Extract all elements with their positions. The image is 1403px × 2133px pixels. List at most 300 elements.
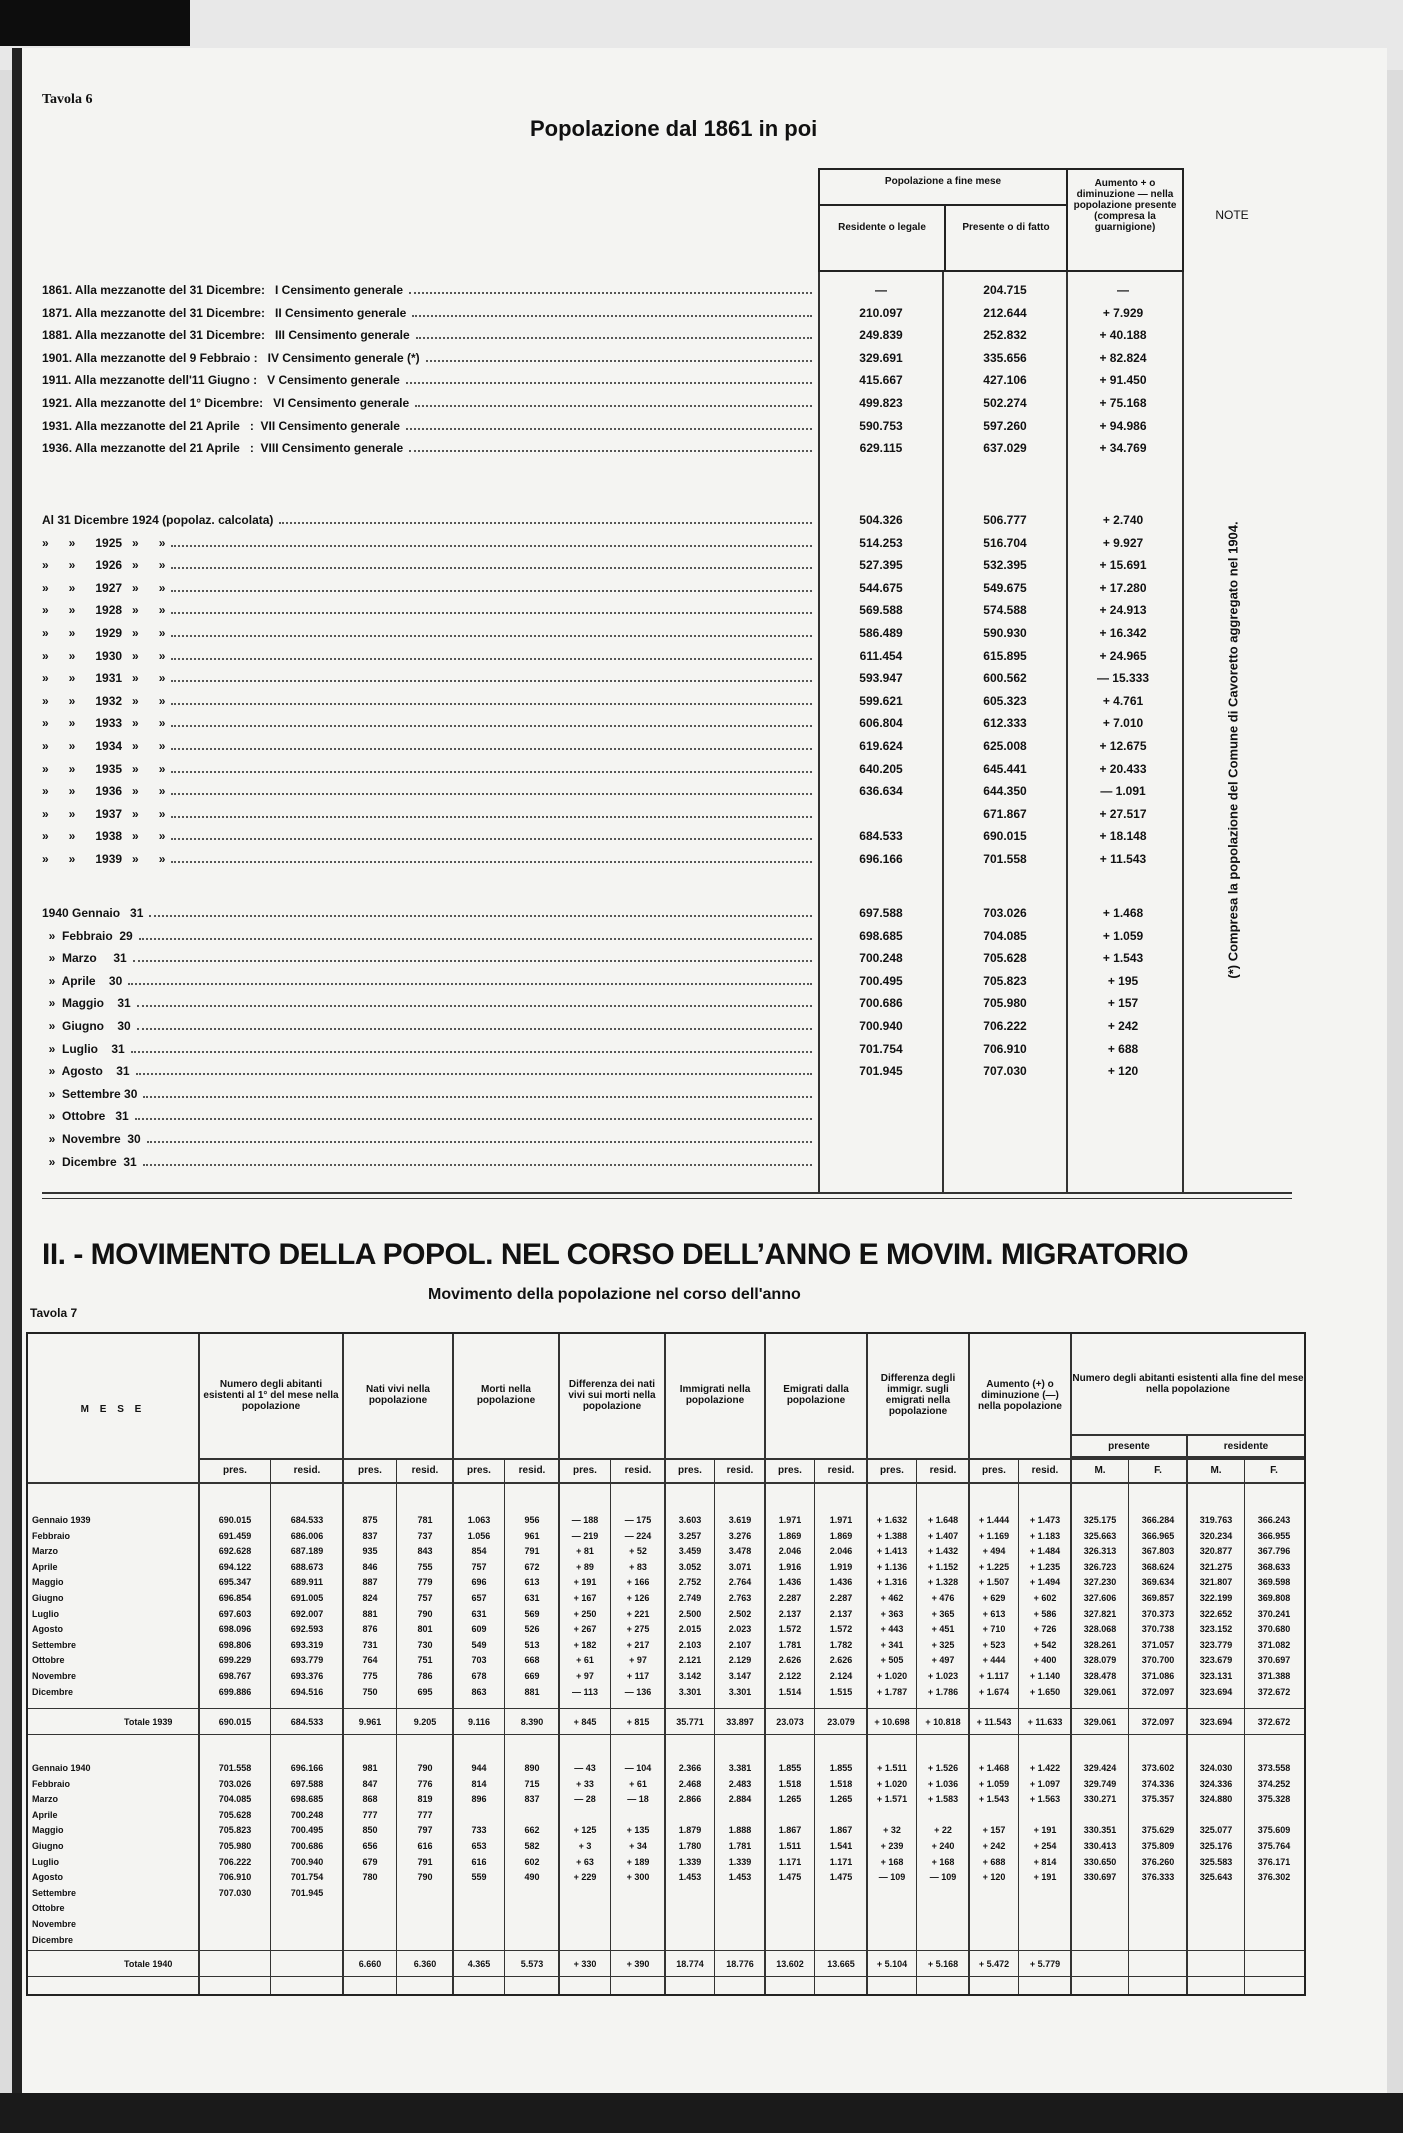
leader-dots (171, 861, 812, 863)
value-pres: 644.350 (983, 784, 1027, 799)
value-aum: + 7.929 (1102, 305, 1144, 320)
cell: + 191 (1033, 1825, 1057, 1836)
cell: 375.764 (1257, 1841, 1291, 1851)
table2-row (28, 1856, 1304, 1870)
cell: + 32 (883, 1825, 901, 1836)
cell: + 168 (880, 1856, 904, 1867)
sub-header: pres. (573, 1464, 597, 1476)
cell: 582 (524, 1841, 540, 1851)
cell: 23.073 (776, 1717, 804, 1727)
grid-line (28, 1708, 1304, 1709)
presente-header: presente (1108, 1440, 1150, 1452)
value-pres: 506.777 (983, 513, 1027, 527)
cell: — 224 (624, 1530, 652, 1541)
cell: 695 (417, 1686, 433, 1697)
cell: 2.287 (829, 1593, 853, 1603)
cell: + 1.117 (979, 1671, 1009, 1681)
row-label: » » 1925 » » (42, 535, 166, 550)
cell: 704.085 (218, 1794, 252, 1805)
leader-dots (147, 1141, 812, 1143)
cell: 672 (524, 1561, 540, 1572)
cell: 1.867 (778, 1825, 802, 1836)
cell: 863 (471, 1686, 487, 1697)
cell: 854 (471, 1546, 487, 1557)
table2-row (28, 1762, 1304, 1776)
cell: 2.366 (678, 1763, 702, 1773)
col-aumento-header (1066, 168, 1184, 272)
cell: 369.634 (1141, 1577, 1175, 1588)
table1-row (42, 691, 1192, 715)
value-res: 696.166 (859, 852, 903, 866)
cell: 372.672 (1257, 1717, 1291, 1727)
cell: 757 (417, 1593, 433, 1603)
table2-row (28, 1654, 1304, 1668)
cell: 325.175 (1083, 1515, 1117, 1525)
value-res: 700.940 (859, 1019, 903, 1033)
popolazione-header (818, 168, 1068, 272)
cell: + 1.422 (1029, 1763, 1061, 1773)
cell: 2.468 (678, 1778, 702, 1789)
cell: 327.606 (1083, 1593, 1117, 1603)
cell: + 586 (1033, 1608, 1057, 1619)
value-aum: + 688 (1107, 1041, 1139, 1056)
cell: 1.475 (829, 1872, 853, 1883)
cell: 3.478 (728, 1546, 752, 1557)
leader-dots (406, 428, 812, 430)
value-res: 629.115 (859, 441, 903, 456)
cell: + 5.472 (978, 1959, 1010, 1969)
cell: 1.879 (678, 1825, 702, 1836)
cell: + 815 (626, 1717, 650, 1727)
cell: 2.137 (829, 1608, 853, 1619)
cell: + 1.432 (927, 1546, 959, 1557)
value-res: 210.097 (859, 305, 903, 320)
leader-dots (171, 703, 812, 705)
cell: 2.137 (778, 1608, 802, 1619)
value-res: 611.454 (859, 648, 903, 663)
cell: 325.176 (1199, 1841, 1233, 1851)
cell: + 189 (626, 1856, 650, 1867)
row-label: 1921. Alla mezzanotte del 1° Dicembre: VI Censimento generale (42, 396, 410, 410)
cell: 371.057 (1141, 1639, 1175, 1650)
value-pres: 707.030 (983, 1064, 1027, 1079)
value-aum: + 24.965 (1099, 648, 1147, 663)
cell: 679 (362, 1856, 378, 1867)
cell: 693.779 (290, 1655, 324, 1666)
cell: + 63 (576, 1856, 594, 1867)
value-pres: 706.222 (983, 1019, 1027, 1033)
cell: + 845 (573, 1717, 597, 1727)
cell: — 104 (624, 1763, 652, 1773)
cell: + 1.507 (978, 1577, 1010, 1588)
sub-header: resid. (411, 1464, 439, 1476)
leader-dots (149, 915, 812, 917)
cell: + 117 (626, 1671, 650, 1681)
cell: + 710 (982, 1624, 1006, 1635)
table1-row (42, 510, 1192, 534)
table2-row (28, 1545, 1304, 1559)
cell: 324.336 (1199, 1778, 1233, 1789)
sub-header: resid. (624, 1464, 652, 1476)
cell: 375.809 (1141, 1841, 1175, 1851)
table1-row (42, 280, 1192, 304)
value-res: 701.754 (859, 1041, 903, 1056)
cell: 369.808 (1257, 1593, 1291, 1603)
table2-row (28, 1887, 1304, 1901)
cell: 691.459 (218, 1530, 252, 1541)
cell: 750 (362, 1686, 378, 1697)
value-pres: 600.562 (983, 671, 1027, 686)
table2-row (28, 1592, 1304, 1606)
leader-dots (137, 1028, 812, 1030)
value-res: 698.685 (859, 928, 903, 943)
sub-header: resid. (929, 1464, 957, 1476)
cell: 2.122 (778, 1671, 802, 1681)
col-presente-header: Presente o di fatto (962, 222, 1050, 233)
cell: + 240 (931, 1841, 955, 1851)
value-pres: 615.895 (983, 648, 1027, 663)
cell: 703.026 (218, 1778, 252, 1789)
row-label: 1881. Alla mezzanotte del 31 Dicembre: III Censimento generale (42, 328, 410, 343)
row-label: » » 1936 » » (42, 784, 166, 799)
cell: 3.276 (728, 1530, 752, 1541)
table1-row (42, 325, 1192, 349)
cell: 698.685 (290, 1794, 324, 1805)
row-label: 1936. Alla mezzanotte del 21 Aprile : VIII Censimento generale (42, 441, 404, 456)
sub-header: pres. (880, 1464, 904, 1476)
table2 (26, 1332, 1306, 1996)
cell: 323.694 (1199, 1717, 1233, 1727)
cell: 616 (471, 1856, 487, 1867)
cell: 733 (471, 1825, 487, 1836)
cell: 3.257 (678, 1530, 702, 1541)
month-label: Giugno (32, 1841, 64, 1851)
cell: 1.063 (467, 1515, 491, 1525)
cell: 701.945 (290, 1887, 324, 1898)
cell: 631 (471, 1608, 487, 1619)
numero-fine-header: Numero degli abitanti esistenti alla fine del mese nella popolazione (1072, 1373, 1304, 1395)
cell: 325.077 (1199, 1825, 1233, 1836)
cell: 327.821 (1083, 1608, 1117, 1619)
table2-row (28, 1514, 1304, 1528)
value-pres: 671.867 (983, 806, 1027, 821)
value-res: 684.533 (859, 829, 903, 844)
month-label: Totale 1939 (124, 1717, 173, 1727)
cell: 653 (471, 1841, 487, 1851)
sub-header: resid. (293, 1464, 321, 1476)
cell: 707.030 (218, 1887, 252, 1898)
total-row (28, 1958, 1304, 1972)
cell: 375.328 (1257, 1794, 1291, 1805)
cell: + 166 (626, 1577, 650, 1588)
cell: 688.673 (290, 1561, 324, 1572)
cell: 699.229 (218, 1655, 252, 1666)
cell: 616 (417, 1841, 433, 1851)
cell: 322.199 (1199, 1593, 1233, 1603)
cell: 700.940 (290, 1856, 324, 1867)
cell: + 157 (982, 1825, 1006, 1836)
cell: 9.961 (358, 1717, 382, 1727)
value-aum: + 157 (1107, 996, 1139, 1011)
cell: + 1.152 (927, 1561, 959, 1572)
row-label: 1940 Gennaio 31 (42, 906, 144, 920)
cell: + 497 (931, 1655, 955, 1666)
cell: 376.302 (1257, 1872, 1291, 1883)
cell: 696.166 (290, 1763, 324, 1773)
value-pres: 705.980 (983, 996, 1027, 1011)
cell: 1.869 (829, 1530, 853, 1541)
cell: 370.700 (1141, 1655, 1175, 1666)
cell: 847 (362, 1778, 378, 1789)
cell: + 1.571 (876, 1794, 908, 1805)
value-aum: + 40.188 (1099, 328, 1147, 343)
cell: 1.171 (829, 1856, 853, 1867)
total-row (28, 1716, 1304, 1730)
table1-row (42, 1129, 1192, 1153)
cell: + 341 (880, 1639, 904, 1650)
cell: 1.436 (778, 1577, 802, 1588)
cell: 777 (362, 1809, 378, 1820)
table1-row (42, 1106, 1192, 1130)
leader-dots (139, 938, 812, 940)
cell: + 5.104 (876, 1959, 908, 1969)
cell: 1.855 (829, 1763, 853, 1773)
cell: 698.096 (218, 1624, 252, 1635)
cell: 700.248 (290, 1809, 324, 1820)
month-label: Aprile (32, 1809, 58, 1820)
cell: 956 (524, 1515, 540, 1525)
cell: + 688 (982, 1856, 1006, 1867)
cell: 3.619 (728, 1515, 752, 1525)
cell: 631 (524, 1593, 540, 1603)
row-label: » Ottobre 31 (42, 1109, 129, 1124)
value-aum: + 1.059 (1102, 928, 1144, 943)
cell: 372.097 (1141, 1686, 1175, 1697)
cell: 694.516 (290, 1686, 324, 1697)
value-res: 700.686 (859, 996, 903, 1011)
cell: 325.663 (1083, 1530, 1117, 1541)
cell: 692.593 (290, 1624, 324, 1635)
cell: 513 (524, 1639, 540, 1650)
cell: + 1.650 (1029, 1686, 1061, 1697)
cell: 328.068 (1083, 1624, 1117, 1635)
cell: + 52 (629, 1546, 647, 1557)
cell: 490 (524, 1872, 540, 1883)
month-label: Novembre (32, 1919, 77, 1929)
value-aum: + 16.342 (1099, 626, 1147, 640)
cell: 376.171 (1257, 1856, 1291, 1867)
row-label: » Agosto 31 (42, 1064, 130, 1079)
cell: 699.886 (218, 1686, 252, 1697)
leader-dots (412, 315, 812, 317)
value-aum: + 15.691 (1099, 558, 1147, 573)
value-res: 697.588 (859, 906, 903, 920)
cell: 321.275 (1199, 1561, 1233, 1572)
value-aum: + 20.433 (1099, 761, 1147, 776)
cell: 376.260 (1141, 1856, 1175, 1867)
sub-header: pres. (982, 1464, 1006, 1476)
cell: 1.339 (678, 1856, 702, 1867)
sub-header: M. (1210, 1464, 1222, 1476)
cell: 8.390 (520, 1717, 544, 1727)
cell: 814 (471, 1778, 487, 1789)
cell: 1.265 (778, 1794, 802, 1805)
cell: 602 (524, 1856, 540, 1867)
table2-row (28, 1840, 1304, 1854)
grid-line (28, 1950, 1304, 1951)
month-label: Agosto (32, 1872, 63, 1883)
cell: + 726 (1033, 1624, 1057, 1635)
cell: 374.336 (1141, 1778, 1175, 1789)
cell: + 61 (629, 1778, 647, 1789)
cell: 2.764 (728, 1577, 752, 1588)
cell: + 462 (880, 1593, 904, 1603)
leader-dots (171, 725, 812, 727)
cell: 372.097 (1141, 1717, 1175, 1727)
cell: 687.189 (290, 1546, 324, 1557)
row-label: » Novembre 30 (42, 1132, 141, 1146)
cell: 684.533 (290, 1515, 324, 1525)
cell: 13.602 (776, 1959, 804, 1969)
month-label: Novembre (32, 1671, 77, 1681)
value-pres: 701.558 (983, 852, 1027, 866)
cell: 715 (524, 1778, 540, 1789)
leader-dots (171, 545, 812, 547)
cell: 694.122 (218, 1561, 252, 1572)
cell: 366.955 (1257, 1530, 1291, 1541)
cell: 13.665 (827, 1959, 855, 1969)
cell: 2.107 (728, 1639, 752, 1650)
cell: + 1.059 (978, 1778, 1010, 1789)
cell: + 267 (573, 1624, 597, 1635)
table2-row (28, 1824, 1304, 1838)
value-aum: + 1.543 (1102, 951, 1144, 966)
cell: 875 (362, 1515, 378, 1525)
cell: 324.030 (1199, 1763, 1233, 1773)
cell: + 1.632 (876, 1515, 908, 1525)
sub-header: pres. (223, 1464, 247, 1476)
row-label: » » 1937 » » (42, 806, 166, 821)
value-aum: + 7.010 (1102, 716, 1144, 731)
row-label: 1901. Alla mezzanotte del 9 Febbraio : IV Censimento generale (*) (42, 350, 420, 365)
cell: 609 (471, 1624, 487, 1635)
table1-row (42, 804, 1192, 828)
cell: 1.888 (728, 1825, 752, 1836)
cell: 678 (471, 1671, 487, 1681)
cell: 790 (417, 1763, 433, 1773)
value-aum: + 1.468 (1102, 906, 1144, 920)
cell: + 330 (573, 1959, 597, 1969)
cell: 2.763 (728, 1593, 752, 1603)
value-pres: 690.015 (983, 829, 1027, 844)
cell: 698.806 (218, 1639, 252, 1650)
cell: + 1.473 (1029, 1515, 1061, 1525)
cell: + 542 (1033, 1639, 1057, 1650)
cell: 1.436 (829, 1577, 853, 1588)
grid-line (1072, 1434, 1304, 1436)
cell: + 1.183 (1029, 1530, 1061, 1541)
grid-line (28, 1482, 1304, 1484)
cell: + 1.036 (927, 1778, 959, 1789)
cell: 1.781 (778, 1639, 802, 1650)
cell: 2.752 (678, 1577, 702, 1588)
cell: 961 (524, 1530, 540, 1541)
cell: 1.971 (778, 1515, 802, 1525)
cell: 944 (471, 1763, 487, 1773)
tavola-label: Tavola 6 (42, 92, 93, 107)
cell: 18.774 (676, 1959, 704, 1969)
table1-row (42, 393, 1192, 417)
table2-row (28, 1670, 1304, 1684)
cell: 824 (362, 1593, 378, 1603)
section-title: II. - MOVIMENTO DELLA POPOL. NEL CORSO DELL’ANNO E MOVIM. MIGRATORIO (42, 1238, 1189, 1271)
value-aum: + 24.913 (1099, 603, 1147, 618)
cell: 322.652 (1199, 1608, 1233, 1619)
cell: 369.857 (1141, 1593, 1175, 1603)
cell: + 1.648 (927, 1515, 959, 1525)
cell: 328.079 (1083, 1655, 1117, 1666)
cell: 374.252 (1257, 1778, 1291, 1789)
cell: 701.754 (290, 1872, 324, 1883)
cell: 370.241 (1257, 1608, 1291, 1619)
cell: 837 (362, 1530, 378, 1541)
value-res: 329.691 (859, 350, 903, 365)
leader-dots (171, 771, 812, 773)
table2-row (28, 1793, 1304, 1807)
cell: 2.046 (778, 1546, 802, 1557)
cell: + 1.543 (978, 1794, 1010, 1805)
cell: 370.373 (1141, 1608, 1175, 1619)
table2-row (28, 1639, 1304, 1653)
cell: 1.339 (728, 1856, 752, 1867)
cell: 330.697 (1083, 1872, 1117, 1883)
cell: — 175 (624, 1515, 652, 1525)
cell: 323.679 (1199, 1655, 1233, 1666)
leader-dots (171, 590, 812, 592)
month-label: Maggio (32, 1577, 64, 1588)
cell: 367.796 (1257, 1546, 1291, 1557)
leader-dots (415, 405, 812, 407)
popolazione-group-label: Popolazione a fine mese (884, 176, 1002, 187)
aumento-header: Aumento (+) o diminuzione (—) nella popolazione (978, 1378, 1062, 1412)
footnote-vertical (1218, 470, 1248, 1030)
cell: 321.807 (1199, 1577, 1233, 1588)
row-label: » Settembre 30 (42, 1086, 138, 1101)
value-res: 544.675 (859, 580, 903, 595)
cell: 706.222 (218, 1856, 252, 1867)
cell: 2.287 (778, 1593, 802, 1603)
cell: + 814 (1033, 1856, 1057, 1867)
value-pres: 204.715 (983, 283, 1027, 297)
cell: 33.897 (726, 1717, 754, 1727)
value-aum: — (1117, 283, 1129, 297)
cell: 1.511 (778, 1841, 802, 1851)
cell: 764 (362, 1655, 378, 1666)
table1-row (42, 646, 1192, 670)
cell: + 1.786 (927, 1686, 959, 1697)
leader-dots (279, 522, 812, 524)
cell: + 1.468 (978, 1763, 1010, 1773)
cell: + 1.484 (1029, 1546, 1061, 1557)
cell: 325.643 (1199, 1872, 1233, 1883)
cell: 325.583 (1199, 1856, 1233, 1867)
value-res: 499.823 (859, 396, 903, 410)
row-label: » » 1939 » » (42, 852, 166, 866)
cell: + 602 (1033, 1593, 1057, 1603)
cell: 684.533 (290, 1717, 324, 1727)
cell: 323.694 (1199, 1686, 1233, 1697)
cell: 876 (362, 1624, 378, 1635)
